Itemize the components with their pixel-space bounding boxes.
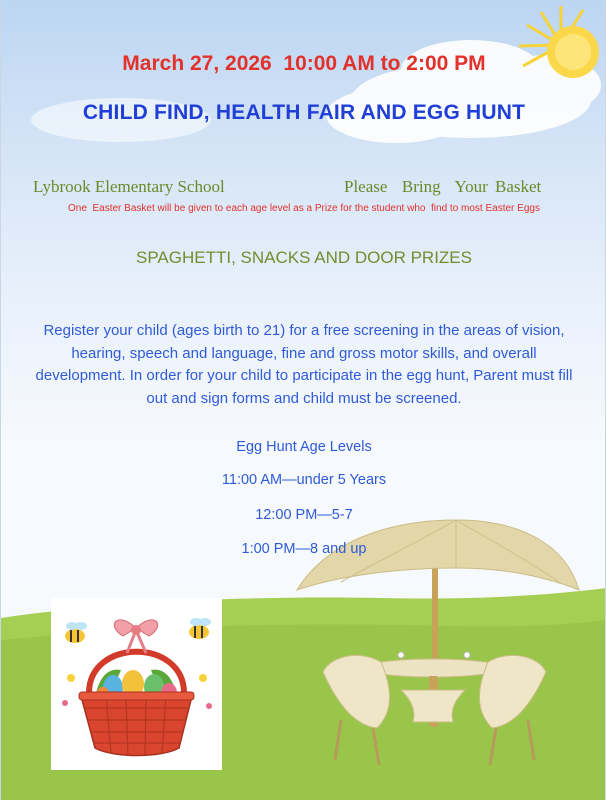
prize-note: One Easter Basket will be given to each age level as a Prize for the student who find to most Easter Eggs xyxy=(68,203,540,214)
bee-icon xyxy=(189,618,211,639)
age-level-item: 12:00 PM—5-7 xyxy=(255,507,353,523)
event-title: CHILD FIND, HEALTH FAIR AND EGG HUNT xyxy=(82,101,526,124)
easter-basket-icon xyxy=(51,598,222,770)
event-date-time: March 27, 2026 10:00 AM to 2:00 PM xyxy=(122,52,486,75)
age-level-item: 11:00 AM—under 5 Years xyxy=(221,472,387,488)
registration-text: Register your child (ages birth to 21) for a free screening in the areas of vision, hearing, speech and language, fine and gross motor skills, and overall development. In order for your child to participate in the egg hunt, Parent must fill out and sign forms and child must be screened. xyxy=(35,322,573,407)
bring-basket-note: Please Bring Your Basket xyxy=(344,177,542,196)
school-name: Lybrook Elementary School xyxy=(33,177,225,196)
bee-icon xyxy=(65,622,87,643)
food-note: SPAGHETTI, SNACKS AND DOOR PRIZES xyxy=(136,248,472,267)
age-level-item: 1:00 PM—8 and up xyxy=(241,541,367,557)
easter-basket-picture xyxy=(51,598,222,770)
age-levels-title: Egg Hunt Age Levels xyxy=(236,439,372,455)
